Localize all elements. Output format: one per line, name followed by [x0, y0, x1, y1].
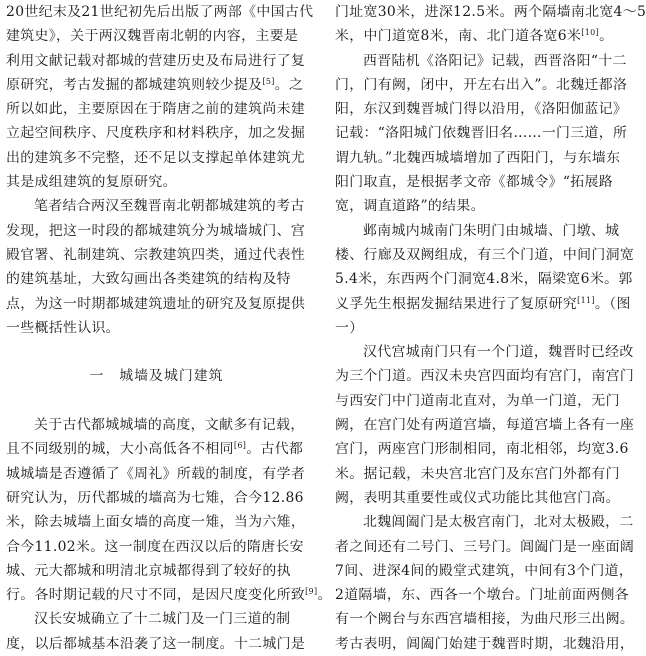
line-text-tail: 。	[599, 28, 614, 45]
line-text-tail: 。之	[274, 76, 304, 93]
text-line	[335, 24, 636, 48]
text-line	[6, 583, 332, 607]
line-text: 义孚先生根据发掘结果进行了复原研究	[335, 295, 578, 312]
line-text: 7间、进深4间的殿堂式建筑，中间有3个门道，	[335, 562, 634, 579]
paragraph-gate-dimensions	[335, 0, 646, 49]
text-line	[335, 73, 636, 97]
line-text: 出的建筑多不完整，还不足以支撑起单体建筑尤	[6, 149, 306, 166]
text-line	[6, 24, 307, 48]
line-text: 门址宽30米，进深12.5米。两个隔墙南北宽4～5	[335, 4, 646, 20]
line-text: 宫门，两座宫门形制相同，南北相邻，均宽3.6	[335, 441, 629, 458]
text-line	[6, 146, 307, 170]
text-line	[335, 437, 636, 461]
line-text: 阳，东汉到魏晋城门得以沿用，《洛阳伽蓝记》	[335, 101, 628, 118]
intro-paragraph	[6, 0, 314, 194]
line-text: 原研究，考古发掘的都城建筑则较少提及	[6, 76, 263, 93]
line-text-tail: 。（图	[594, 295, 631, 312]
text-line	[6, 559, 307, 583]
text-line	[335, 413, 636, 437]
line-text: 立起空间秩序、尺度秩序和材料秩序，加之发掘	[6, 125, 306, 142]
line-text: 所以如此，主要原因在于隋唐之前的建筑尚未建	[6, 101, 306, 118]
line-text: 合今11.02米。这一制度在西汉以后的隋唐长安	[6, 538, 304, 555]
text-line	[335, 146, 636, 170]
text-line	[335, 316, 636, 340]
text-line	[6, 535, 307, 559]
line-text-tail: 。	[317, 587, 332, 604]
text-line	[335, 510, 636, 534]
line-text: 其是成组建筑的复原研究。	[6, 174, 177, 191]
text-line	[6, 292, 307, 316]
text-line	[6, 73, 307, 97]
text-line	[6, 243, 307, 267]
text-line	[6, 510, 307, 534]
text-line	[335, 583, 636, 607]
citation-ref: [10]	[581, 28, 600, 38]
line-text: 记载：“洛阳城门依魏晋旧名……一门三道，所	[335, 125, 628, 142]
line-text: 有一个阙台与东西宫墙相接，为曲尺形三出阙。	[335, 611, 635, 628]
line-text: 汉长安城确立了十二城门及一门三道的制	[34, 611, 291, 628]
line-text: 阳门取直，是根据孝文帝《都城令》“拓展路	[335, 174, 614, 191]
text-line	[6, 437, 307, 461]
line-text: 行。各时期记载的尺寸不同，是因尺度变化所致	[6, 587, 306, 604]
line-text: 利用文献记载对都城的营建历史及布局进行了复	[6, 52, 306, 69]
line-text: 城城墙是否遵循了《周礼》所载的制度，有学者	[6, 465, 306, 482]
line-text: 米。据记载，未央宫北宫门及东宫门外都有门	[335, 465, 620, 482]
text-line	[335, 607, 636, 631]
text-line	[6, 194, 307, 218]
text-line	[6, 170, 307, 194]
line-text: 笔者结合两汉至魏晋南北朝都城建筑的考古	[34, 198, 305, 215]
text-line	[6, 49, 307, 73]
text-line	[335, 121, 636, 145]
spacer	[6, 389, 307, 413]
line-text: 发现，把这一时段的都城建筑分为城墙城门、宫	[6, 222, 306, 239]
text-line	[335, 364, 636, 388]
line-text: 西晋陆机《洛阳记》记载，西晋洛阳“十二	[363, 52, 627, 69]
paragraph-city-walls	[6, 413, 332, 607]
text-line	[6, 413, 307, 437]
right-column	[335, 0, 646, 656]
text-line	[335, 194, 636, 218]
line-text: 城、元大都城和明清北京城都得到了较好的执	[6, 562, 291, 579]
paragraph-overview	[6, 194, 307, 340]
line-text: 建筑史》，关于两汉魏晋南北朝的内容，主要是	[6, 28, 299, 45]
line-text: 阙，表明其重要性或仪式功能比其他宫门高。	[335, 489, 620, 506]
text-line	[6, 462, 307, 486]
line-text: 楼、行廊及双阙组成，有三个门道，中间门洞宽	[335, 246, 635, 263]
spacer	[6, 340, 307, 364]
text-line	[6, 97, 307, 121]
text-line	[335, 49, 636, 73]
line-text: 米，除去城墙上面女墙的高度一雉，当为六雉，	[6, 514, 306, 531]
text-line	[6, 316, 307, 340]
line-text: 且不同级别的城，大小高低各不相同	[6, 441, 234, 458]
paragraph-luoyang	[335, 49, 636, 219]
text-line	[6, 267, 307, 291]
citation-ref: [5]	[262, 76, 275, 86]
text-line	[6, 607, 307, 631]
text-line	[6, 219, 307, 243]
paragraph-changhe-gate	[335, 510, 636, 656]
text-line	[335, 292, 636, 316]
text-line	[6, 632, 307, 656]
text-line	[335, 243, 636, 267]
line-text: 考古表明，阊阖门始建于魏晋时期，北魏沿用，	[335, 635, 635, 652]
line-text: 邺南城内城南门朱明门由城墙、门墩、城	[363, 222, 620, 239]
text-line	[335, 97, 636, 121]
line-text: 一些概括性认识。	[6, 319, 120, 336]
line-text: 殿官署、礼制建筑、宗教建筑四类，通过代表性	[6, 246, 306, 263]
line-text: 一）	[335, 319, 364, 336]
line-text: 门，门有阙，闭中，开左右出入”。北魏迁都洛	[335, 76, 628, 93]
line-text: 5.4米，东西两个门洞宽4.8米，隔梁宽6米。郭	[335, 271, 633, 288]
line-text: 米，中门道宽8米，南、北门道各宽6米	[335, 28, 582, 45]
text-line	[335, 267, 636, 291]
line-text: 汉代宫城南门只有一个门道，魏晋时已经改	[363, 344, 634, 361]
line-text: 为三个门道。西汉未央宫四面均有宫门，南宫门	[335, 368, 635, 385]
line-text: 点，为这一时期都城建筑遗址的研究及复原提供	[6, 295, 306, 312]
text-line	[6, 486, 307, 510]
paragraph-palace-gates	[335, 340, 636, 510]
text-line	[335, 389, 636, 413]
text-line	[335, 462, 636, 486]
text-line	[335, 486, 636, 510]
line-text: 的建筑基址，大致勾画出各类建筑的结构及特	[6, 271, 291, 288]
line-text-tail: 。古代都	[246, 441, 304, 458]
line-text: 度，以后都城基本沿袭了这一制度。十二城门是	[6, 635, 306, 652]
line-text: 关于古代都城城墙的高度，文献多有记载，	[34, 417, 305, 434]
text-line	[335, 0, 646, 24]
line-text: 20世纪末及21世纪初先后出版了两部《中国古代	[6, 4, 314, 20]
left-column	[6, 0, 332, 656]
text-line	[335, 170, 636, 194]
text-line	[335, 632, 636, 656]
citation-ref: [9]	[305, 587, 318, 597]
line-text: 者之间还有二号门、三号门。阊阖门是一座面阔	[335, 538, 635, 555]
text-line	[335, 219, 636, 243]
paragraph-yecheng	[335, 219, 636, 340]
line-text: 研究认为，历代都城的墙高为七雉，合今12.86	[6, 489, 304, 506]
citation-ref: [11]	[577, 295, 595, 305]
text-line	[335, 559, 636, 583]
section-heading: 一 城墙及城门建筑	[89, 368, 224, 385]
text-line	[6, 0, 314, 24]
line-text: 宽，调直道路”的结果。	[335, 198, 485, 215]
line-text: 2道隔墙，东、西各一个墩台。门址前面两侧各	[335, 587, 630, 604]
line-text: 北魏阊阖门是太极宫南门，北对太极殿，二	[363, 514, 634, 531]
paragraph-city-gates	[6, 607, 307, 656]
text-line	[335, 535, 636, 559]
text-line	[6, 121, 307, 145]
text-line	[335, 340, 636, 364]
line-text: 与西安门中门道南北直对，为单一门道，无门	[335, 392, 620, 409]
citation-ref: [6]	[233, 441, 247, 451]
line-text: 阙，在宫门处有两道宫墙，每道宫墙上各有一座	[335, 417, 635, 434]
line-text: 谓九轨。”北魏西城墙增加了西阳门，与东墙东	[335, 149, 621, 166]
